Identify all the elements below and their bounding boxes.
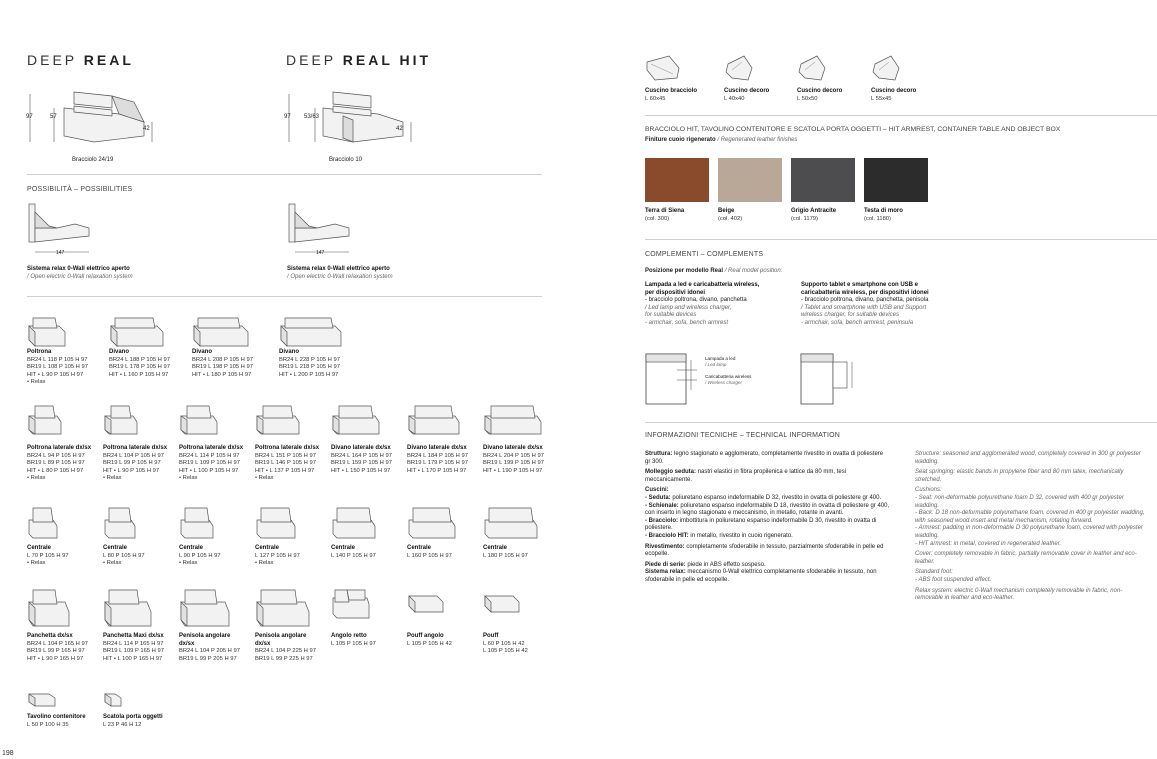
product-item bbox=[27, 688, 59, 710]
tech-text: legno stagionato e agglomerato, completamente rivestito in ovatta di poliestere gr 300. bbox=[645, 451, 884, 465]
product-item bbox=[255, 404, 303, 438]
product-dimension: BR24 L 104 P 165 H 97 bbox=[27, 640, 88, 647]
finish-swatch bbox=[645, 158, 709, 202]
product-caption bbox=[109, 349, 170, 379]
product-name: Centrale bbox=[103, 545, 128, 551]
finish-caption bbox=[718, 208, 742, 223]
sofa-module-icon bbox=[407, 506, 459, 542]
product-caption bbox=[179, 545, 221, 568]
product-dimension: BR24 L 94 P 105 H 97 bbox=[27, 452, 85, 459]
finish-name: Terra di Siena bbox=[645, 208, 685, 214]
complement-led-lamp: Lampada a led e caricabatteria wireless, per dispositivi idonei - bracciolo poltrona, divano, panchetta / Led lamp and wireless charger, for suitable devices - armchair, sofa, bench armrest bbox=[645, 282, 760, 326]
product-dimension: BR24 L 104 P 105 H 97 bbox=[103, 452, 164, 459]
tech-info-english bbox=[915, 451, 1145, 606]
tech-paragraph-en: - Seat: non-deformable polyurethane foam D 32, covered with 400 gr polyester wadding. bbox=[915, 494, 1124, 509]
product-dimension: HIT • L 180 P 105 H 97 bbox=[192, 371, 252, 378]
product-dimension: BR19 L 109 P 105 H 97 bbox=[179, 460, 240, 467]
finish-code: (col. 402) bbox=[718, 215, 743, 222]
finish-swatch bbox=[791, 158, 855, 202]
relax-dim-1: 147 bbox=[56, 250, 65, 256]
divider bbox=[645, 422, 1157, 423]
possibility-caption-2: Sistema relax 0-Wall elettrico aperto / Open electric 0-Wall relaxation system bbox=[287, 266, 393, 280]
product-dimension: • Relax bbox=[103, 560, 122, 567]
sofa-module-icon bbox=[407, 404, 463, 438]
finish-caption bbox=[864, 208, 903, 223]
product-caption bbox=[331, 445, 392, 475]
product-dimension: HIT • L 90 P 105 H 97 bbox=[103, 467, 160, 474]
product-caption bbox=[27, 633, 88, 663]
cushion-name: Cuscino decoro bbox=[871, 88, 917, 94]
sofa-module-icon bbox=[255, 506, 299, 542]
dim-h2-hit: 53/63 bbox=[304, 114, 320, 120]
product-dimension: • Relax bbox=[103, 475, 122, 482]
product-item bbox=[27, 588, 73, 630]
product-dimension: L 127 P 105 H 97 bbox=[255, 552, 300, 559]
tech-label: - Bracciolo: bbox=[645, 517, 679, 524]
sofa-module-icon bbox=[331, 404, 383, 438]
finish-name: Beige bbox=[718, 208, 735, 214]
tech-paragraph bbox=[645, 533, 890, 541]
product-item bbox=[192, 316, 252, 350]
product-item bbox=[27, 316, 69, 350]
tech-label: Sistema relax: bbox=[645, 569, 686, 576]
product-dimension: BR19 L 99 P 225 H 97 bbox=[255, 655, 313, 662]
sofa-module-icon bbox=[109, 316, 167, 350]
product-caption bbox=[27, 545, 69, 568]
armrest-label: Bracciolo 24/19 bbox=[72, 157, 114, 163]
product-dimension: L 105 P 105 H 42 bbox=[407, 640, 452, 647]
tech-text: meccanismo 0-Wall elettrico completamente sfoderabile in tessuto, non sfoderabile in pelle ed ecopelle. bbox=[645, 569, 877, 583]
product-caption bbox=[331, 633, 376, 648]
product-item bbox=[109, 316, 167, 350]
product-caption bbox=[279, 349, 340, 379]
finish-code: (col. 1180) bbox=[864, 215, 891, 222]
dimension-drawing-real bbox=[24, 86, 164, 148]
tech-paragraph bbox=[645, 518, 890, 533]
tech-paragraph-en: Seat springing: elastic bands in propylene fiber and 80 mm latex, mechanically stretched. bbox=[915, 469, 1124, 483]
decor-cushion-icon bbox=[724, 54, 754, 82]
complements-heading: COMPLEMENTI – COMPLEMENTS bbox=[645, 251, 764, 258]
tech-text: in metallo, rivestito in cuoio rigenerato. bbox=[688, 532, 793, 539]
product-caption bbox=[255, 545, 300, 568]
sofa-module-icon bbox=[483, 404, 545, 438]
product-dimension: • Relax bbox=[255, 560, 274, 567]
tech-label: - Seduta: bbox=[645, 494, 671, 501]
cushion-item bbox=[797, 54, 842, 103]
cushion-name: Cuscino decoro bbox=[797, 88, 843, 94]
product-dimension: L 60 P 105 H 42 bbox=[483, 640, 525, 647]
product-item bbox=[331, 404, 383, 438]
tech-label: Rivestimento: bbox=[645, 543, 685, 550]
sofa-module-icon bbox=[483, 588, 523, 630]
product-dimension: BR24 L 151 P 105 H 97 bbox=[255, 452, 316, 459]
sofa-module-icon bbox=[103, 404, 141, 438]
divider bbox=[645, 115, 1157, 116]
sofa-module-icon bbox=[483, 506, 541, 542]
finish-name: Grigio Antracite bbox=[791, 208, 837, 214]
product-caption bbox=[255, 445, 319, 483]
tech-paragraph bbox=[645, 562, 890, 570]
product-dimension: L 50 P 100 H 35 bbox=[27, 721, 69, 728]
product-name: Divano bbox=[109, 349, 130, 355]
product-name: Divano laterale dx/sx bbox=[331, 445, 391, 451]
finishes-sub: Finiture cuoio rigenerato / Regenerated leather finishes bbox=[645, 137, 798, 143]
product-dimension: HIT • L 80 P 105 H 97 bbox=[27, 467, 84, 474]
product-item bbox=[103, 588, 155, 630]
product-item bbox=[483, 404, 545, 438]
tech-paragraph-en: - HIT armrest: in metal, covered in regenerated leather. bbox=[915, 540, 1062, 547]
product-name: Panchetta dx/sx bbox=[27, 633, 73, 639]
product-name: Poltrona laterale dx/sx bbox=[103, 445, 168, 451]
product-caption bbox=[192, 349, 253, 379]
product-name: Scatola porta oggetti bbox=[103, 714, 163, 720]
product-name-2: dx/sx bbox=[179, 640, 195, 647]
relax-dim-2: 147 bbox=[316, 250, 325, 256]
product-caption bbox=[483, 545, 528, 560]
product-dimension: BR19 L 218 P 105 H 97 bbox=[279, 364, 340, 371]
product-caption bbox=[331, 545, 376, 560]
product-dimension: • Relax bbox=[179, 560, 198, 567]
armrest-label-hit: Bracciolo 10 bbox=[329, 157, 363, 163]
product-dimension: BR24 L 228 P 105 H 97 bbox=[279, 356, 340, 363]
tech-paragraph bbox=[645, 495, 890, 503]
product-caption bbox=[407, 633, 452, 648]
product-dimension: L 23 P 46 H 12 bbox=[103, 721, 142, 728]
tablet-support-diagram bbox=[800, 350, 860, 408]
divider bbox=[27, 296, 542, 297]
title-deep-real: DEEP REAL bbox=[27, 52, 134, 68]
tech-paragraph-en: Structure: seasoned and agglomerated wood, completely covered in 300 gr polyester wadding. bbox=[915, 451, 1141, 465]
complements-position: Posizione per modello Real / Real model position: bbox=[645, 268, 783, 274]
tech-paragraph-en: Standard foot: bbox=[915, 569, 953, 576]
product-dimension: BR19 L 89 P 105 H 97 bbox=[27, 460, 85, 467]
product-item bbox=[279, 316, 345, 350]
product-dimension: HIT • L 190 P 105 H 97 bbox=[483, 467, 543, 474]
product-name-2: dx/sx bbox=[255, 640, 271, 647]
sofa-module-icon bbox=[27, 588, 73, 630]
product-caption bbox=[179, 633, 240, 663]
product-dimension: BR24 L 208 P 105 H 97 bbox=[192, 356, 253, 363]
finish-code: (col. 300) bbox=[645, 215, 670, 222]
product-item bbox=[407, 404, 463, 438]
tech-paragraph bbox=[645, 487, 890, 495]
product-item bbox=[331, 506, 379, 542]
product-name: Centrale bbox=[483, 545, 508, 551]
product-dimension: • Relax bbox=[255, 475, 274, 482]
finish-caption bbox=[645, 208, 684, 223]
tech-paragraph bbox=[645, 569, 890, 584]
tech-paragraph bbox=[645, 451, 890, 466]
possibility-caption-1: Sistema relax 0-Wall elettrico aperto / Open electric 0-Wall relaxation system bbox=[27, 266, 133, 280]
product-dimension: HIT • L 160 P 105 H 97 bbox=[109, 371, 169, 378]
complement-tablet-support: Supporto tablet e smartphone con USB e caricabatteria wireless, per dispositivi idonei - bracciolo poltrona, divano, panchetta, penisola / Tablet and smartphone with USB and Support wireless charger, for suitable devices - armchair, sofa, bench armrest, peninsula bbox=[801, 282, 929, 326]
product-caption bbox=[483, 445, 544, 475]
product-name: Pouff bbox=[483, 633, 499, 639]
sofa-module-icon bbox=[331, 506, 379, 542]
product-dimension: • Relax bbox=[179, 475, 198, 482]
sofa-module-icon bbox=[255, 404, 303, 438]
product-caption bbox=[103, 545, 145, 568]
product-name: Pouff angolo bbox=[407, 633, 444, 639]
product-name: Penisola angolare bbox=[255, 633, 307, 639]
sofa-module-icon bbox=[331, 588, 373, 630]
product-dimension: • Relax bbox=[27, 475, 46, 482]
product-item bbox=[179, 404, 221, 438]
product-name: Centrale bbox=[179, 545, 204, 551]
product-dimension: BR24 L 104 P 205 H 97 bbox=[179, 648, 240, 655]
cushion-item bbox=[645, 54, 697, 103]
sofa-module-icon bbox=[103, 588, 155, 630]
tech-text: poliuretano espanso indeformabile D 32, rivestito in ovatta di poliestere gr 400. bbox=[670, 494, 882, 501]
cushion-size: L 60x45 bbox=[645, 95, 666, 102]
led-lamp-diagram bbox=[645, 350, 705, 408]
decor-cushion-icon bbox=[797, 54, 827, 82]
decor-cushion-icon bbox=[871, 54, 901, 82]
tech-label: Struttura: bbox=[645, 451, 673, 457]
product-item bbox=[255, 506, 299, 542]
finishes-heading: BRACCIOLO HIT, TAVOLINO CONTENITORE E SCATOLA PORTA OGGETTI – HIT ARMREST, CONTAINER TABLE AND OBJECT BOX bbox=[645, 126, 1061, 133]
product-dimension: L 180 P 105 H 97 bbox=[483, 552, 528, 559]
product-name: Poltrona bbox=[27, 349, 52, 355]
cushion-name: Cuscino decoro bbox=[724, 88, 770, 94]
tech-paragraph bbox=[645, 469, 890, 484]
product-caption bbox=[103, 633, 164, 663]
product-item bbox=[27, 404, 65, 438]
cushion-size: L 55x45 bbox=[871, 95, 892, 102]
tech-label: Piede di serie: bbox=[645, 561, 686, 568]
sofa-module-icon bbox=[255, 588, 313, 630]
product-dimension: BR24 L 114 P 105 H 97 bbox=[179, 452, 240, 459]
tech-label: - Schienale: bbox=[645, 502, 679, 509]
sofa-module-icon bbox=[27, 688, 59, 710]
product-dimension: BR24 L 114 P 165 H 97 bbox=[103, 640, 164, 647]
finish-code: (col. 1179) bbox=[791, 215, 818, 222]
product-dimension: BR19 L 178 P 105 H 97 bbox=[109, 364, 170, 371]
cushion-size: L 50x50 bbox=[797, 95, 818, 102]
product-item bbox=[255, 588, 313, 630]
possibilities-heading: POSSIBILITÀ – POSSIBILITIES bbox=[27, 186, 133, 193]
product-name: Poltrona laterale dx/sx bbox=[179, 445, 244, 451]
finish-swatch bbox=[864, 158, 928, 202]
dim-h3: 42 bbox=[143, 126, 150, 132]
product-dimension: BR24 L 204 P 105 H 97 bbox=[483, 452, 544, 459]
cushion-size: L 40x40 bbox=[724, 95, 745, 102]
product-dimension: BR24 L 184 P 105 H 97 bbox=[407, 452, 468, 459]
sofa-module-icon bbox=[27, 404, 65, 438]
tech-paragraph-en: - Back: D 18 non-deformable polyurethane foam, covered in 400 gr polyester wadding, with seasoned wood insert and metal mechanism, rotating forward. bbox=[915, 510, 1145, 524]
product-name: Panchetta Maxi dx/sx bbox=[103, 633, 164, 639]
armrest-led-icon bbox=[645, 350, 705, 408]
product-dimension: BR24 L 118 P 105 H 97 bbox=[27, 356, 88, 363]
product-name: Divano bbox=[192, 349, 213, 355]
product-dimension: BR19 L 108 P 105 H 97 bbox=[27, 364, 88, 371]
armrest-tablet-icon bbox=[800, 350, 860, 408]
product-dimension: BR19 L 159 P 105 H 97 bbox=[331, 460, 392, 467]
finish-swatch bbox=[718, 158, 782, 202]
product-caption bbox=[27, 445, 91, 483]
product-dimension: BR19 L 109 P 165 H 97 bbox=[103, 648, 164, 655]
product-name: Divano laterale dx/sx bbox=[483, 445, 543, 451]
tech-paragraph-en: Relax system: electric 0-Wall mechanism completely removable in fabric, non-removable in leather and eco-leather. bbox=[915, 587, 1123, 602]
divider bbox=[27, 174, 542, 175]
product-dimension: • Relax bbox=[27, 560, 46, 567]
product-dimension: L 90 P 105 H 97 bbox=[179, 552, 221, 559]
product-dimension: HIT • L 90 P 105 H 97 bbox=[27, 371, 84, 378]
tech-label: - Bracciolo HIT: bbox=[645, 532, 689, 539]
finish-name: Testa di moro bbox=[864, 208, 903, 214]
product-dimension: BR19 L 99 P 165 H 97 bbox=[27, 648, 85, 655]
armchair-dimension-icon bbox=[24, 86, 164, 148]
product-name: Divano laterale dx/sx bbox=[407, 445, 467, 451]
cushion-item bbox=[871, 54, 916, 103]
tech-text: imbottitura in poliuretano espanso indeformabile D 30, rivestito in ovatta di poliestere. bbox=[645, 517, 877, 532]
product-name: Divano bbox=[279, 349, 300, 355]
product-dimension: BR24 L 164 P 105 H 97 bbox=[331, 452, 392, 459]
tech-paragraph bbox=[645, 544, 890, 559]
product-caption bbox=[407, 445, 468, 475]
cushion-name: Cuscino bracciolo bbox=[645, 88, 698, 94]
sofa-module-icon bbox=[27, 506, 61, 542]
product-item bbox=[27, 506, 61, 542]
product-caption bbox=[407, 545, 452, 560]
tech-paragraph-en: - ABS foot suspended effect. bbox=[915, 576, 992, 583]
product-dimension: L 80 P 105 H 97 bbox=[103, 552, 145, 559]
product-item bbox=[483, 588, 523, 630]
tech-text: piede in ABS effetto sospeso. bbox=[685, 561, 766, 568]
tech-text: nastri elastici in fibra propilenica e lattice da 80 mm, tesi meccanicamente. bbox=[645, 469, 847, 483]
product-dimension: L 70 P 105 H 97 bbox=[27, 552, 69, 559]
product-caption bbox=[103, 445, 167, 483]
product-dimension: L 105 P 105 H 97 bbox=[331, 640, 376, 647]
product-dimension: HIT • L 137 P 105 H 97 bbox=[255, 467, 315, 474]
divider bbox=[645, 239, 1157, 240]
product-caption bbox=[255, 633, 316, 663]
product-item bbox=[179, 588, 233, 630]
product-dimension: BR19 L 198 P 105 H 97 bbox=[192, 364, 253, 371]
tech-paragraph-en: Cushions: bbox=[915, 487, 942, 494]
cushion-item bbox=[724, 54, 769, 103]
tech-paragraph-en: Cover: completely removable in fabric, partially removable cover in leather and eco-leather. bbox=[915, 551, 1137, 565]
sofa-module-icon bbox=[192, 316, 252, 350]
product-item bbox=[103, 688, 125, 710]
product-item bbox=[103, 506, 139, 542]
product-dimension: L 105 P 105 H 42 bbox=[483, 648, 528, 655]
tech-info-italian bbox=[645, 451, 890, 588]
sofa-module-icon bbox=[103, 506, 139, 542]
sofa-module-icon bbox=[179, 404, 221, 438]
product-name: Tavolino contenitore bbox=[27, 714, 86, 720]
product-dimension: L 140 P 105 H 97 bbox=[331, 552, 376, 559]
finish-caption bbox=[791, 208, 836, 223]
product-caption bbox=[27, 714, 86, 729]
product-dimension: BR19 L 199 P 105 H 97 bbox=[483, 460, 544, 467]
product-dimension: BR19 L 146 P 105 H 97 bbox=[255, 460, 316, 467]
product-name: Centrale bbox=[407, 545, 432, 551]
product-item bbox=[407, 588, 447, 630]
product-caption bbox=[179, 445, 243, 483]
product-item bbox=[483, 506, 541, 542]
product-dimension: BR24 L 104 P 225 H 97 bbox=[255, 648, 316, 655]
tech-label: Molleggio seduta: bbox=[645, 469, 696, 476]
led-lamp-labels: Lampada a led / Led lamp Caricabatteria wireless / Wireless charger bbox=[705, 356, 752, 385]
product-caption bbox=[483, 633, 528, 656]
product-name: Centrale bbox=[27, 545, 52, 551]
product-dimension: HIT • L 150 P 105 H 97 bbox=[331, 467, 391, 474]
product-name: Angolo retto bbox=[331, 633, 367, 639]
product-dimension: HIT • L 100 P 105 H 97 bbox=[179, 467, 239, 474]
dim-h3-hit: 42 bbox=[396, 126, 403, 132]
product-caption bbox=[103, 714, 163, 729]
product-dimension: HIT • L 170 P 105 H 97 bbox=[407, 467, 467, 474]
product-dimension: HIT • L 100 P 165 H 97 bbox=[103, 655, 163, 662]
tech-heading: INFORMAZIONI TECNICHE – TECHNICAL INFORMATION bbox=[645, 432, 841, 439]
product-dimension: BR24 L 188 P 105 H 97 bbox=[109, 356, 170, 363]
product-dimension: L 160 P 105 H 97 bbox=[407, 552, 452, 559]
product-item bbox=[407, 506, 459, 542]
product-name: Poltrona laterale dx/sx bbox=[255, 445, 320, 451]
sofa-module-icon bbox=[179, 588, 233, 630]
product-dimension: • Relax bbox=[27, 379, 46, 386]
sofa-module-icon bbox=[407, 588, 447, 630]
product-item bbox=[103, 404, 141, 438]
tech-text: poliuretano espanso indeformabile D 18, rivestito in ovatta di poliestere gr 400, con inserto in legno stagionato e meccanismo, in metallo, rotante in avanti. bbox=[645, 502, 890, 517]
tech-label: Cuscini: bbox=[645, 487, 669, 494]
sofa-module-icon bbox=[27, 316, 69, 350]
product-name: Poltrona laterale dx/sx bbox=[27, 445, 92, 451]
sofa-module-icon bbox=[179, 506, 217, 542]
product-dimension: BR19 L 99 P 205 H 97 bbox=[179, 655, 237, 662]
page-number: 198 bbox=[2, 750, 14, 757]
product-name: Penisola angolare bbox=[179, 633, 231, 639]
product-dimension: HIT • L 90 P 165 H 97 bbox=[27, 655, 84, 662]
tech-paragraph bbox=[645, 503, 890, 518]
product-name: Centrale bbox=[331, 545, 356, 551]
dim-h1: 97 bbox=[26, 114, 33, 120]
product-dimension: BR19 L 99 P 105 H 97 bbox=[103, 460, 161, 467]
product-name: Centrale bbox=[255, 545, 280, 551]
product-item bbox=[179, 506, 217, 542]
product-item bbox=[331, 588, 373, 630]
product-dimension: HIT • L 200 P 105 H 97 bbox=[279, 371, 339, 378]
armrest-cushion-icon bbox=[645, 54, 681, 82]
dim-h1-hit: 97 bbox=[284, 114, 291, 120]
tech-text: completamente sfoderabile in tessuto, parzialmente sfoderabile in pelle ed ecopelle. bbox=[645, 543, 884, 558]
dim-h2: 57 bbox=[50, 114, 57, 120]
title-deep-real-hit: DEEP REAL HIT bbox=[286, 52, 432, 68]
tech-paragraph-en: - Armrest: padding in non-deformable D 30 polyurethane foam, covered with polyester wadding. bbox=[915, 525, 1143, 539]
sofa-module-icon bbox=[103, 688, 125, 710]
product-caption bbox=[27, 349, 88, 387]
sofa-module-icon bbox=[279, 316, 345, 350]
product-dimension: BR19 L 179 P 105 H 97 bbox=[407, 460, 468, 467]
